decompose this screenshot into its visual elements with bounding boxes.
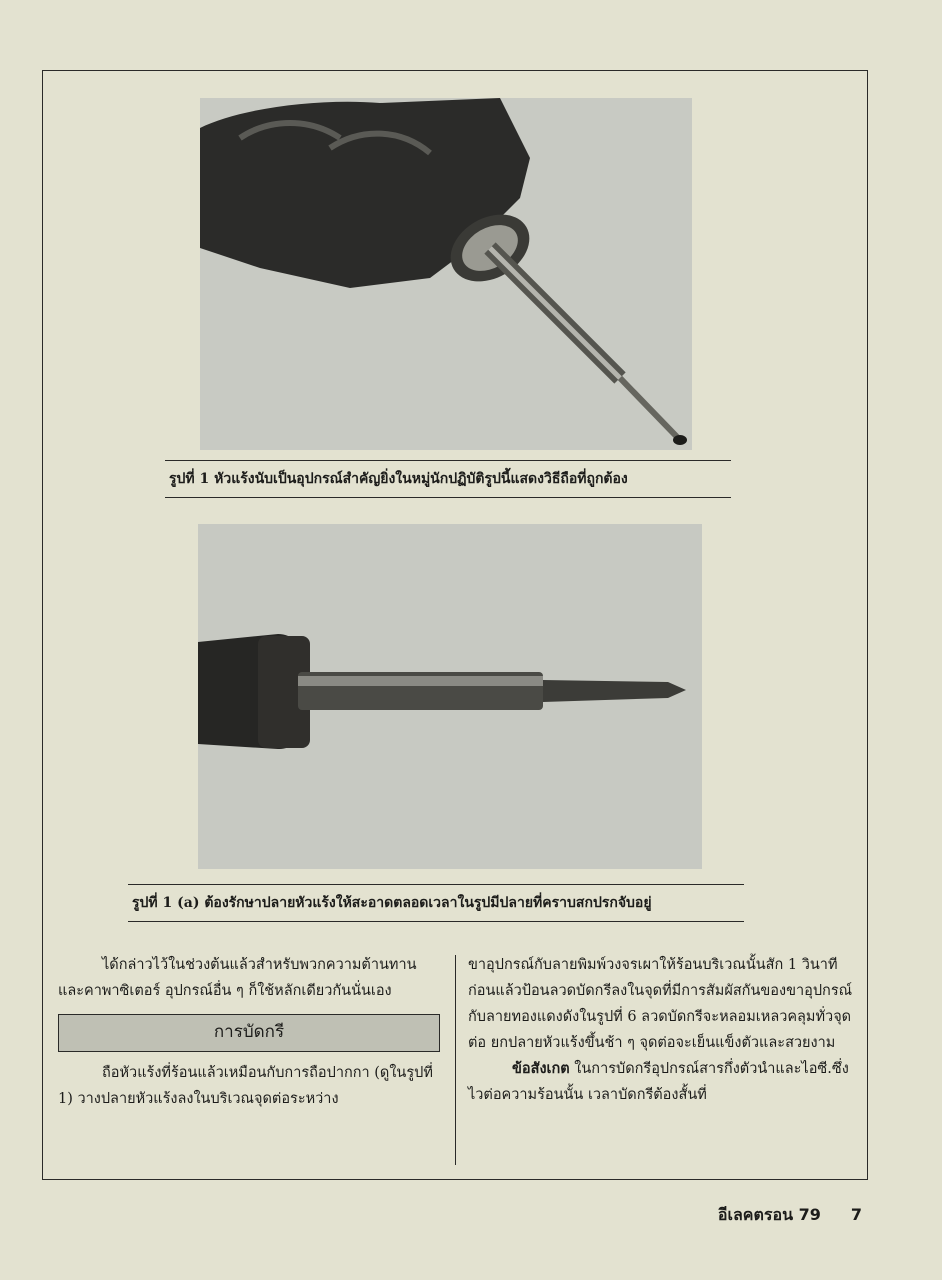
left-column: [58, 952, 440, 1112]
figure1a-caption: รูปที่ 1 (a) ต้องรักษาปลายหัวแร้งให้สะอาดตลอดเวลาในรูปมีปลายที่คราบสกปรกจับอยู่: [128, 884, 744, 922]
left-paragraph-1: ได้กล่าวไว้ในช่วงต้นแล้วสำหรับพวกความต้านทานและคาพาซิเตอร์ อุปกรณ์อื่น ๆ ก็ใช้หลักเดียวกันนั่นเอง: [58, 957, 417, 999]
figure1-caption: รูปที่ 1 หัวแร้งนับเป็นอุปกรณ์สำคัญยิ่งในหมู่นักปฏิบัติรูปนี้แสดงวิธีถือที่ถูกต้อง: [165, 460, 731, 498]
left-paragraph-2: ถือหัวแร้งที่ร้อนแล้วเหมือนกับการถือปากกา (ดูในรูปที่ 1) วางปลายหัวแร้งลงในบริเวณจุดต่อระหว่าง: [58, 1065, 433, 1107]
column-divider: [455, 955, 456, 1165]
section-title: การบัดกรี: [213, 1022, 285, 1042]
page-footer: [718, 1203, 862, 1228]
right-paragraph-1: ขาอุปกรณ์กับลายพิมพ์วงจรเผาให้ร้อนบริเวณนั้นสัก 1 วินาทีก่อนแล้วป้อนลวดบัดกรีลงในจุดที่มีการสัมผัสกันของขาอุปกรณ์กับลายทองแดงดังในรูปที่ 6 ลวดบัดกรีจะหลอมเหลวคลุมทั่วจุดต่อ ยกปลายหัวแร้งขึ้นช้า ๆ จุดต่อจะเย็นแข็งตัวและสวยงาม: [468, 957, 853, 1051]
note-label: ข้อสังเกต: [512, 1060, 570, 1077]
page-number: 7: [850, 1205, 862, 1224]
magazine-name: อีเลคตรอน 79: [717, 1205, 821, 1224]
figure1-photo: [200, 98, 692, 450]
section-heading-box: [58, 1014, 440, 1052]
figure1a-photo: [198, 524, 702, 869]
note-text: ในการบัดกรีอุปกรณ์สารกึ่งตัวนำและไอซี.ซึ่งไวต่อความร้อนนั้น เวลาบัดกรีต้องสั้นที่: [468, 1061, 849, 1103]
right-column: [468, 952, 860, 1108]
right-paragraph-2: [468, 1056, 860, 1108]
